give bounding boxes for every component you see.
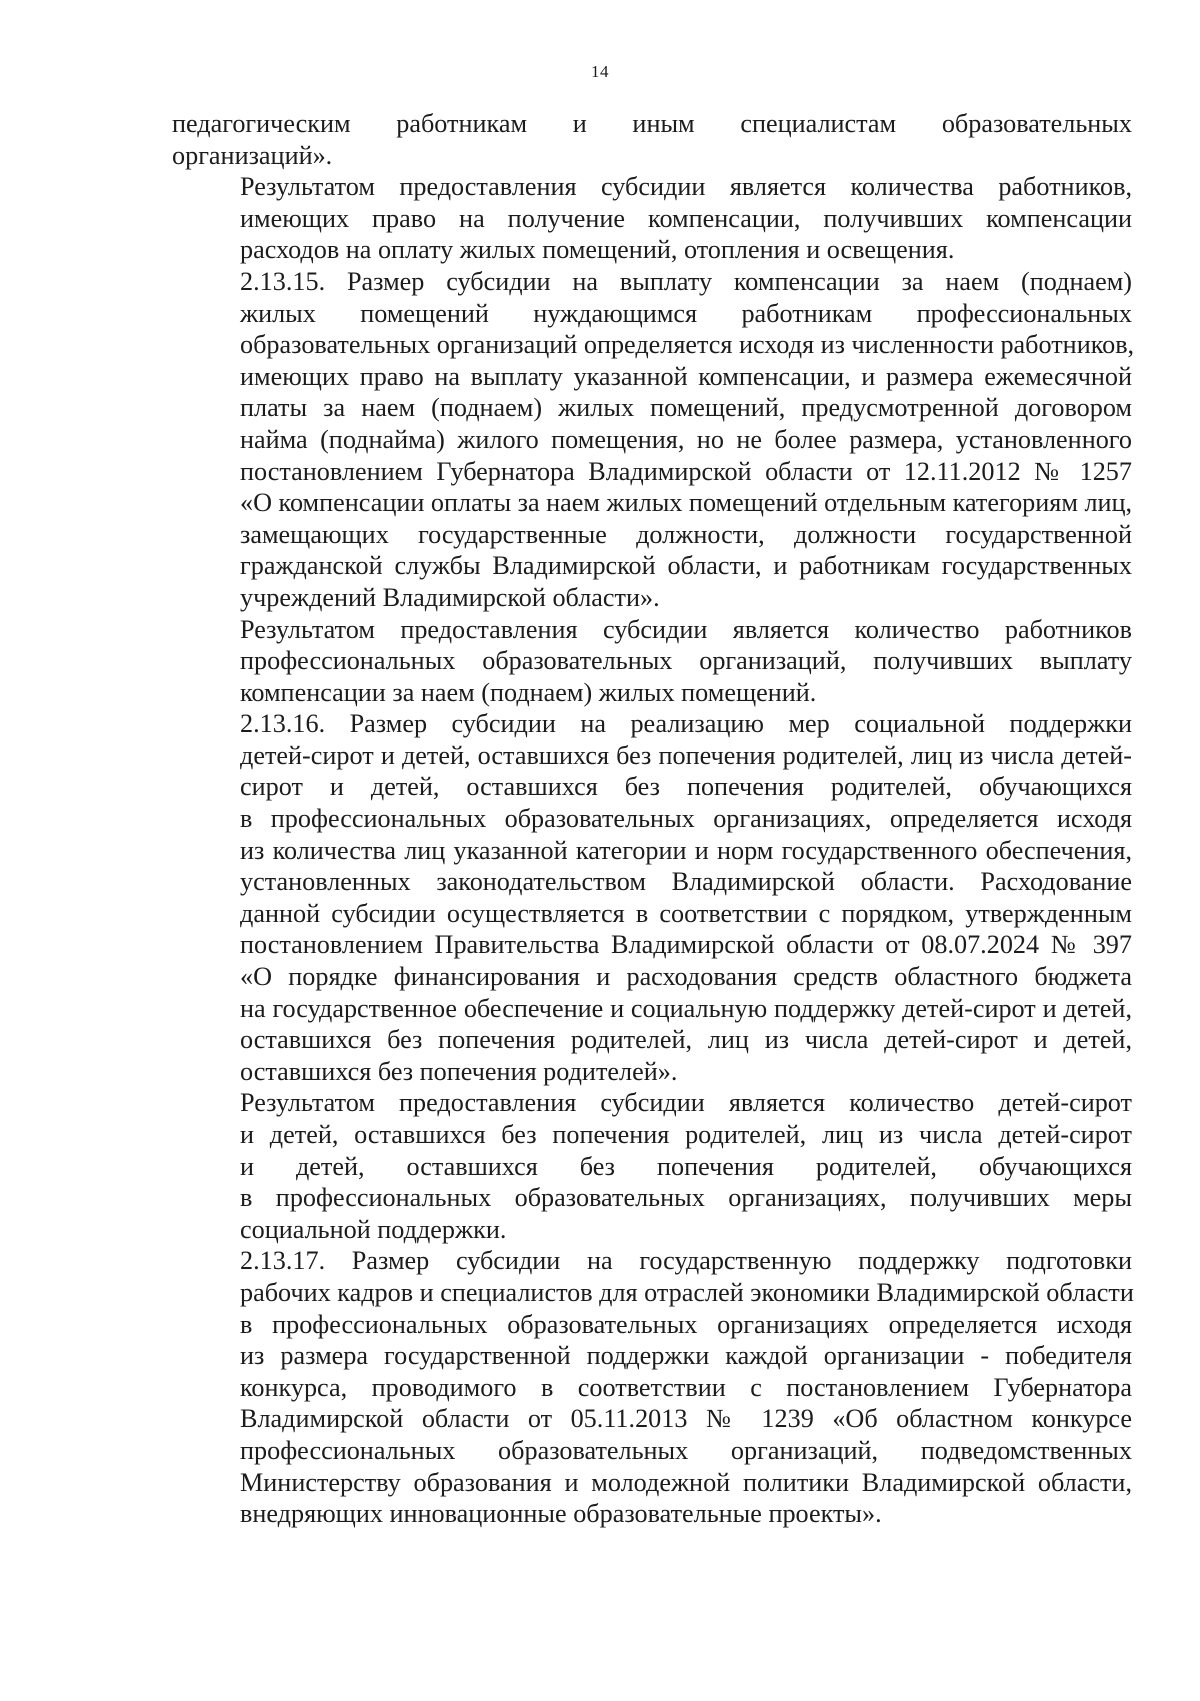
text-line: данной субсидии осуществляется в соответствии с порядком, утвержденным	[240, 898, 1132, 928]
paragraph-2-13-16	[172, 708, 1132, 1087]
text-line: платы за наем (поднаем) жилых помещений, предусмотренной договором	[240, 393, 1132, 423]
text-line: в профессиональных образовательных организациях, определяется исходя	[240, 804, 1132, 834]
text-line: профессиональных образовательных организаций, получивших выплату	[240, 646, 1132, 676]
text-line: из размера государственной поддержки каждой организации - победителя	[240, 1341, 1132, 1371]
paragraph-2-13-15	[172, 266, 1135, 614]
text-line: замещающих государственные должности, должности государственной	[240, 519, 1132, 549]
text-line: «О компенсации оплаты за наем жилых помещений отдельным категориям лиц,	[240, 488, 1133, 518]
text-line: в профессиональных образовательных организациях определяется исходя	[240, 1309, 1132, 1339]
text-line: постановлением Губернатора Владимирской области от 12.11.2012 № 1257	[240, 456, 1132, 486]
text-line: профессиональных образовательных организаций, подведомственных	[240, 1435, 1132, 1465]
text-line: и детей, оставшихся без попечения родителей, лиц из числа детей-сирот	[240, 1120, 1132, 1149]
paragraph-result-orphans	[172, 1087, 1132, 1245]
paragraph-result-rent	[172, 614, 1132, 709]
text-line: гражданской службы Владимирской области, и работникам государственных	[240, 551, 1132, 581]
text-line: организаций».	[172, 140, 333, 170]
text-line: установленных законодательством Владимирской области. Расходование	[240, 867, 1132, 897]
text-line: оставшихся без попечения родителей».	[240, 1056, 678, 1086]
text-line: сирот и детей, оставшихся без попечения родителей, обучающихся	[240, 772, 1132, 802]
text-line: учреждений Владимирской области».	[240, 582, 660, 612]
paragraph-result-compensation	[172, 171, 1132, 266]
text-line: внедряющих инновационные образовательные проекты».	[240, 1499, 882, 1529]
page-number: 14	[591, 62, 609, 81]
text-line: образовательных организаций определяется исходя из численности работников,	[240, 330, 1135, 360]
text-line: на государственное обеспечение и социальную поддержку детей-сирот и детей,	[240, 993, 1132, 1023]
text-line: имеющих право на выплату указанной компенсации, и размера ежемесячной	[240, 361, 1132, 391]
text-line: в профессиональных образовательных организациях, получивших меры	[240, 1183, 1132, 1213]
text-line: из количества лиц указанной категории и норм государственного обеспечения,	[240, 835, 1132, 865]
text-line: 2.13.17. Размер субсидии на государственную поддержку подготовки	[240, 1246, 1132, 1276]
text-line: конкурса, проводимого в соответствии с постановлением Губернатора	[240, 1372, 1132, 1402]
text-line: найма (поднайма) жилого помещения, но не более размера, установленного	[240, 424, 1132, 454]
text-line: рабочих кадров и специалистов для отраслей экономики Владимирской области	[240, 1277, 1134, 1307]
text-line: имеющих право на получение компенсации, получивших компенсации	[240, 203, 1132, 233]
document-body	[172, 108, 1135, 1530]
text-line: и детей, оставшихся без попечения родителей, обучающихся	[240, 1151, 1132, 1181]
text-line: Результатом предоставления субсидии является количества работников,	[240, 172, 1132, 202]
text-line: расходов на оплату жилых помещений, отопления и освещения.	[240, 235, 955, 265]
text-line: жилых помещений нуждающимся работникам профессиональных	[240, 298, 1132, 328]
text-line: компенсации за наем (поднаем) жилых помещений.	[240, 677, 817, 707]
text-line: «О порядке финансирования и расходования средств областного бюджета	[240, 962, 1132, 992]
text-line: постановлением Правительства Владимирской области от 08.07.2024 № 397	[240, 930, 1132, 960]
text-line: детей-сирот и детей, оставшихся без попечения родителей, лиц из числа детей-	[240, 740, 1132, 770]
text-line: социальной поддержки.	[240, 1214, 507, 1244]
text-line: оставшихся без попечения родителей, лиц из числа детей-сирот и детей,	[240, 1025, 1132, 1055]
text-line: педагогическим работникам и иным специалистам образовательных	[172, 109, 1132, 138]
text-line: Министерству образования и молодежной политики Владимирской области,	[240, 1467, 1132, 1497]
text-line: 2.13.15. Размер субсидии на выплату компенсации за наем (поднаем)	[240, 266, 1132, 296]
paragraph-2-13-17	[172, 1245, 1132, 1529]
text-line: Владимирской области от 05.11.2013 № 1239 «Об областном конкурсе	[240, 1404, 1132, 1434]
paragraph-continuation	[172, 108, 1132, 171]
text-line: Результатом предоставления субсидии является количество работников	[240, 614, 1132, 644]
text-line: 2.13.16. Размер субсидии на реализацию мер социальной поддержки	[240, 709, 1132, 739]
text-line: Результатом предоставления субсидии является количество детей-сирот	[240, 1088, 1132, 1118]
